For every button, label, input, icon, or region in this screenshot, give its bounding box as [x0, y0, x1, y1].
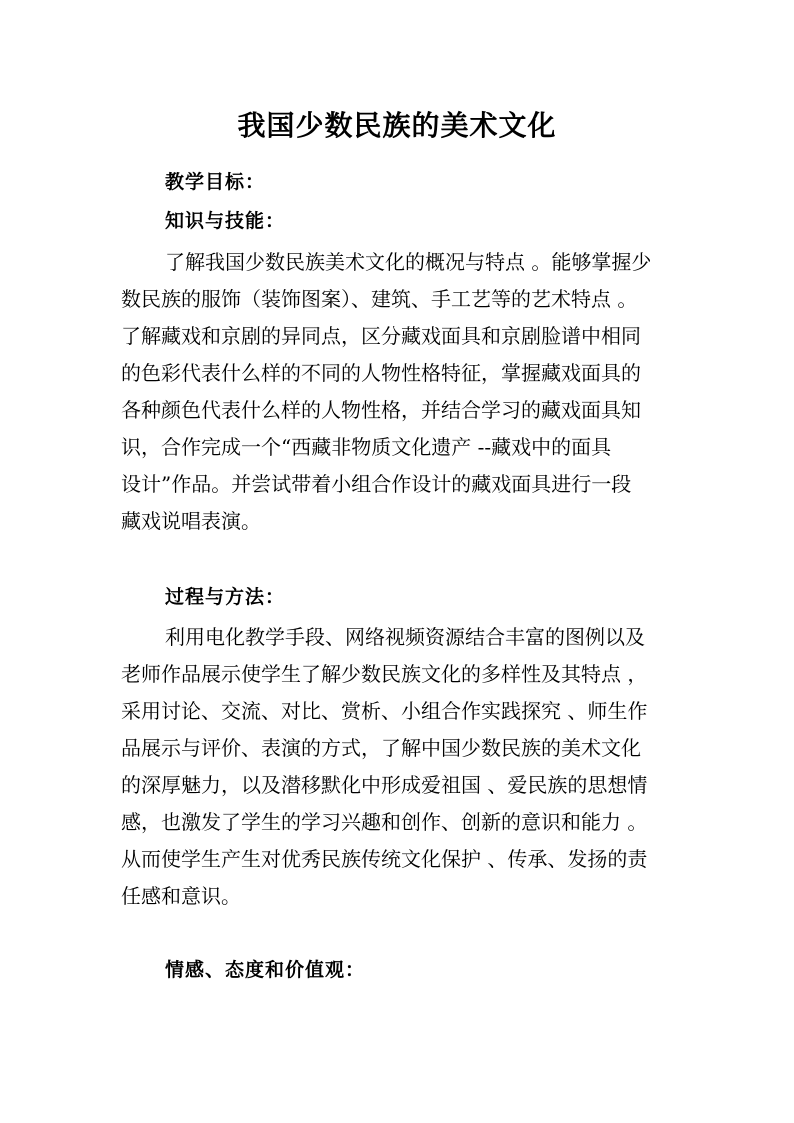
- paragraph-line: 了解藏戏和京剧的异同点，区分藏戏面具和京剧脸谱中相同: [121, 324, 641, 348]
- process-methods-paragraph: [121, 619, 681, 915]
- paragraph-line: 品展示与评价、表演的方式，了解中国少数民族的美术文化: [121, 736, 641, 760]
- paragraph-line: 利用电化教学手段、网络视频资源结合丰富的图例以及: [165, 625, 645, 649]
- paragraph-line: 了解我国少数民族美术文化的概况与特点 。能够掌握少: [165, 250, 652, 274]
- knowledge-skills-heading: 知识与技能：: [165, 210, 286, 232]
- paragraph-line: 任感和意识。: [121, 884, 241, 908]
- paragraph-line: 数民族的服饰（装饰图案）、建筑、手工艺等的艺术特点 。: [121, 287, 638, 311]
- paragraph-line: 从而使学生产生对优秀民族传统文化保护 、传承、发扬的责: [121, 847, 648, 871]
- paragraph-line: 的色彩代表什么样的不同的人物性格特征，掌握藏戏面具的: [121, 361, 641, 385]
- paragraph-line: 各种颜色代表什么样的人物性格，并结合学习的藏戏面具知: [121, 398, 641, 422]
- emotion-attitude-values-heading: 情感、态度和价值观：: [165, 959, 366, 981]
- teaching-objectives-heading: 教学目标：: [165, 171, 266, 193]
- page-title: 我国少数民族的美术文化: [237, 109, 557, 142]
- paragraph-line: 感，也激发了学生的学习兴趣和创作、创新的意识和能力 。: [121, 810, 648, 834]
- paragraph-line: 识，合作完成一个“西藏非物质文化遗产 --藏戏中的面具: [121, 435, 612, 459]
- process-methods-heading: 过程与方法：: [165, 586, 286, 608]
- knowledge-skills-paragraph: [121, 244, 681, 540]
- paragraph-line: 的深厚魅力，以及潜移默化中形成爱祖国 、爱民族的思想情: [121, 773, 648, 797]
- paragraph-line: 采用讨论、交流、对比、赏析、小组合作实践探究 、师生作: [121, 699, 648, 723]
- paragraph-line: 藏戏说唱表演。: [121, 509, 261, 533]
- paragraph-line: 设计”作品。并尝试带着小组合作设计的藏戏面具进行一段: [121, 472, 632, 496]
- paragraph-line: 老师作品展示使学生了解少数民族文化的多样性及其特点 ，: [121, 662, 648, 686]
